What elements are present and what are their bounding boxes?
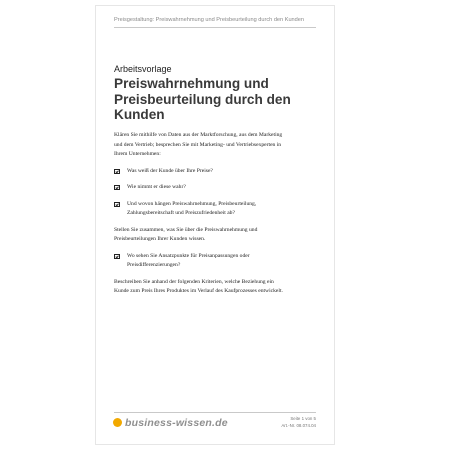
text-line: Kunde zum Preis Ihres Produktes im Verlauf des Kaufprozesses entwickelt.: [114, 288, 283, 294]
checkbox-checked-icon: [114, 169, 120, 174]
title-line: Kunden: [114, 107, 165, 122]
checkbox-checked-icon: [114, 202, 120, 207]
checklist-item-text: [127, 200, 314, 219]
footer-divider: [114, 412, 316, 413]
text-line: Und wovon hängen Preiswahrnehmung, Preisbeurteilung,: [127, 200, 257, 207]
document-header: Preisgestaltung: Preiswahrnehmung und Preisbeurteilung durch den Kunden: [114, 17, 304, 23]
page-info: [281, 416, 316, 429]
checklist-item: [114, 167, 314, 177]
page-number: Seite 1 von 5: [290, 416, 316, 421]
article-number: Art.-Nr. 08.074.04: [281, 422, 316, 428]
text-line: Preisbeurteilungen Ihrer Kunden wissen.: [114, 236, 206, 242]
checklist-item: [114, 200, 314, 219]
text-line: Zahlungsbereitschaft und Preiszufriedenheit ab?: [127, 210, 235, 216]
checklist-item: [114, 252, 314, 271]
document-body: [114, 131, 314, 304]
checklist-item-text: [127, 252, 314, 271]
summary-paragraph: [114, 226, 314, 245]
text-line: Stellen Sie zusammen, was Sie über die Preiswahrnehmung und: [114, 226, 258, 233]
document-kicker: Arbeitsvorlage: [114, 64, 172, 74]
text-line: Wo sehen Sie Ansatzpunkte für Preisanpassungen oder: [127, 252, 250, 259]
closing-paragraph: [114, 278, 314, 297]
intro-paragraph: [114, 131, 314, 160]
document-title: [114, 76, 324, 123]
text-line: Ihrem Unternehmen:: [114, 151, 161, 157]
logo-dot-icon: [113, 418, 122, 427]
checklist-item-text: Was weiß der Kunde über Ihre Preise?: [127, 167, 213, 174]
checklist-item-text: Wie nimmt er diese wahr?: [127, 184, 186, 190]
header-divider: [114, 27, 316, 28]
checkbox-checked-icon: [114, 254, 120, 259]
text-line: und dem Vertrieb; besprechen Sie mit Marketing- und Vertriebsexperten in: [114, 141, 282, 148]
text-line: Beschreiben Sie anhand der folgenden Kriterien, welche Beziehung ein: [114, 278, 274, 285]
title-line: Preisbeurteilung durch den: [114, 91, 291, 107]
text-line: Klären Sie mithilfe von Daten aus der Marktforschung, aus dem Marketing: [114, 132, 283, 138]
document-page: [95, 5, 335, 445]
title-line: Preiswahrnehmung und: [114, 76, 269, 91]
brand-logo: business-wissen.de: [125, 417, 228, 429]
text-line: Preisdifferenzierungen?: [127, 262, 181, 268]
checklist-item: [114, 183, 314, 193]
checkbox-checked-icon: [114, 185, 120, 190]
